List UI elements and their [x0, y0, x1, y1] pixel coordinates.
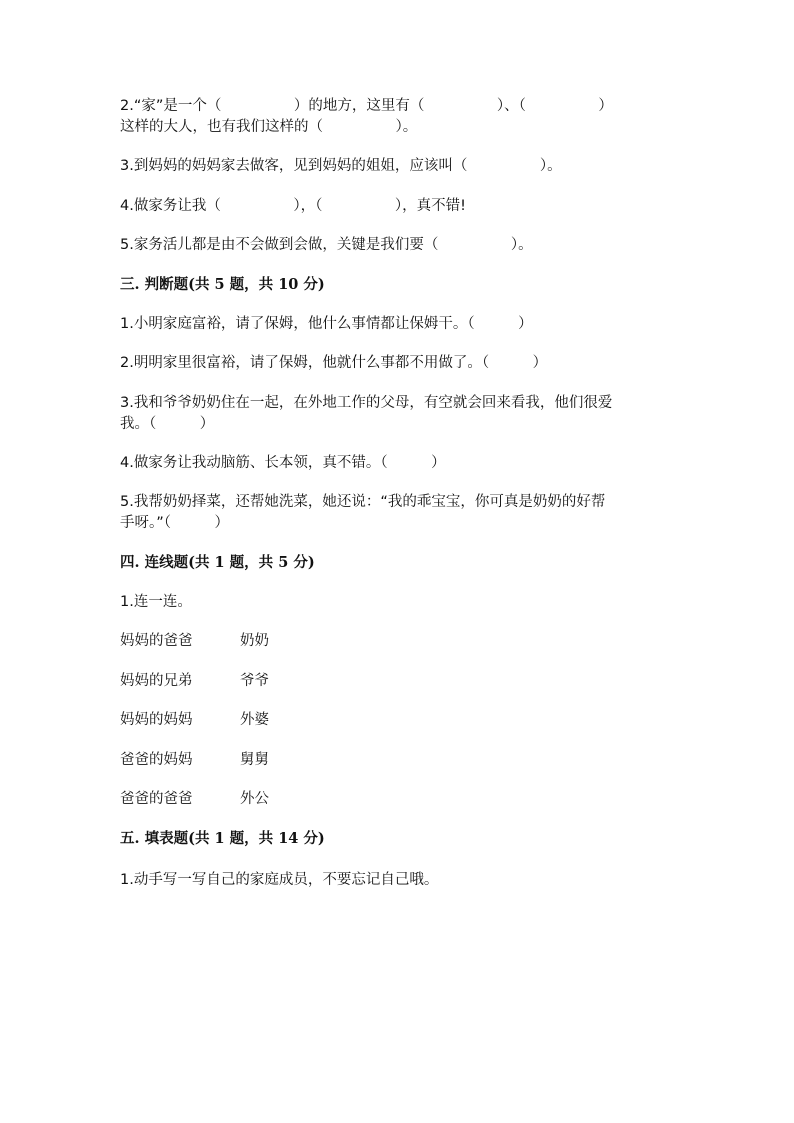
- judge-q3-line2: 我。（ ）: [120, 416, 215, 432]
- judge-q1: 1.小明家庭富裕，请了保姆，他什么事情都让保姆干。（ ）: [120, 316, 533, 332]
- fill-q2-line1: 2.“家”是一个（ ）的地方，这里有（ ）、（ ）: [120, 98, 613, 114]
- judge-q4: 4.做家务让我动脑筋、长本领，真不错。（ ）: [120, 455, 446, 471]
- judge-q5-line1: 5.我帮奶奶择菜，还帮她洗菜，她还说：“我的乖宝宝，你可真是奶奶的好帮: [120, 494, 606, 510]
- judge-q5-line2: 手呀。”（ ）: [120, 515, 230, 531]
- fill-q2-line2: 这样的大人，也有我们这样的（ ）。: [120, 119, 418, 135]
- matching-left-item: 爸爸的妈妈: [120, 752, 193, 768]
- table-fill-heading: 五. 填表题(共 1 题，共 14 分): [120, 830, 325, 847]
- matching-q1: 1.连一连。: [120, 594, 192, 610]
- matching-left-item: 妈妈的妈妈: [120, 712, 193, 728]
- judge-q3-line1: 3.我和爷爷奶奶住在一起，在外地工作的父母，有空就会回来看我，他们很爱: [120, 395, 613, 411]
- fill-q3: 3.到妈妈的妈妈家去做客，见到妈妈的姐姐，应该叫（ ）。: [120, 158, 562, 174]
- matching-right-item: 外公: [240, 791, 269, 807]
- matching-left-item: 妈妈的爸爸: [120, 633, 193, 649]
- judge-heading: 三. 判断题(共 5 题，共 10 分): [120, 276, 325, 293]
- matching-heading: 四. 连线题(共 1 题，共 5 分): [120, 554, 315, 571]
- table-fill-q1: 1.动手写一写自己的家庭成员，不要忘记自己哦。: [120, 872, 439, 888]
- matching-right-item: 奶奶: [240, 633, 269, 649]
- matching-left-item: 爸爸的爸爸: [120, 791, 193, 807]
- fill-q5: 5.家务活儿都是由不会做到会做，关键是我们要（ ）。: [120, 237, 533, 253]
- fill-q4: 4.做家务让我（ ），（ ），真不错!: [120, 198, 466, 214]
- matching-right-item: 爷爷: [240, 673, 269, 689]
- matching-left-item: 妈妈的兄弟: [120, 673, 193, 689]
- matching-right-item: 外婆: [240, 712, 269, 728]
- judge-q2: 2.明明家里很富裕，请了保姆，他就什么事都不用做了。（ ）: [120, 355, 548, 371]
- matching-right-item: 舅舅: [240, 752, 269, 768]
